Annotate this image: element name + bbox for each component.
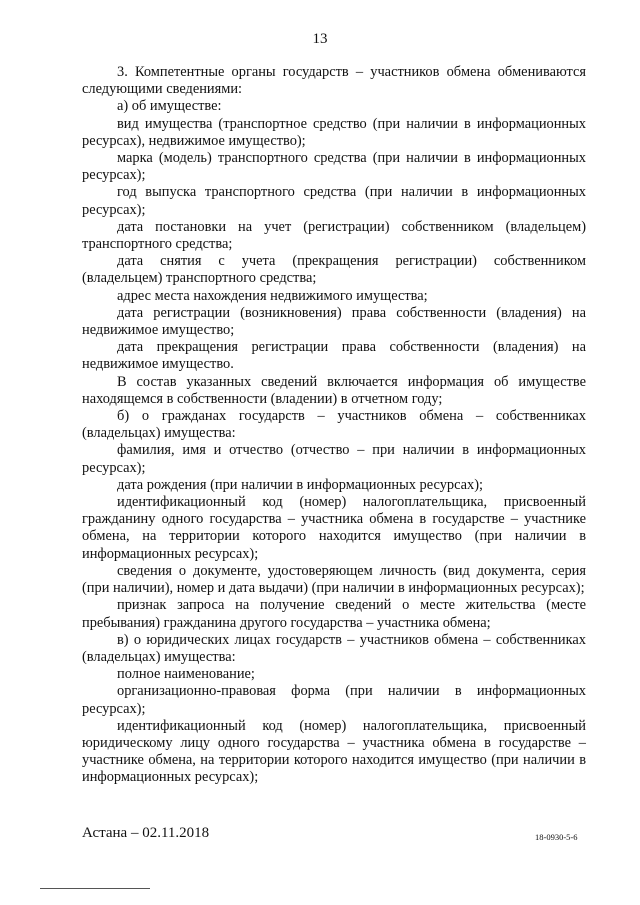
paragraph: дата снятия с учета (прекращения регистрации) собственником (владельцем) транспортного средства;	[82, 253, 586, 287]
bottom-divider	[40, 888, 150, 889]
paragraph: идентификационный код (номер) налогоплательщика, присвоенный гражданину одного государства – участника обмена в государстве – участнике обмена, на территории которого находится имущество (при наличии в информационных ресурсах);	[82, 494, 586, 562]
paragraph: дата постановки на учет (регистрации) собственником (владельцем) транспортного средства;	[82, 218, 586, 253]
paragraph: идентификационный код (номер) налогоплательщика, присвоенный юридическому лицу одного государства – участника обмена в государстве – участнике обмена, на территории которого находится имущество (при наличии в информационных ресурсах);	[82, 717, 586, 786]
paragraph: дата регистрации (возникновения) права собственности (владения) на недвижимое имущество;	[82, 304, 586, 339]
paragraph: признак запроса на получение сведений о месте жительства (месте пребывания) гражданина другого государства – участника обмена;	[82, 597, 586, 631]
paragraph: вид имущества (транспортное средство (при наличии в информационных ресурсах), недвижимое имущество);	[82, 115, 586, 149]
paragraph: полное наименование;	[117, 666, 255, 683]
footer-place-date: Астана – 02.11.2018	[82, 825, 210, 841]
page-number: 13	[312, 31, 328, 47]
paragraph: фамилия, имя и отчество (отчество – при наличии в информационных ресурсах);	[82, 442, 586, 476]
paragraph: б) о гражданах государств – участников обмена – собственниках (владельцах) имущества:	[82, 408, 586, 442]
paragraph: организационно-правовая форма (при наличии в информационных ресурсах);	[82, 683, 586, 717]
paragraph: а) об имуществе:	[117, 98, 222, 115]
paragraph: год выпуска транспортного средства (при наличии в информационных ресурсах);	[82, 184, 586, 218]
paragraph: дата рождения (при наличии в информационных ресурсах);	[117, 476, 484, 493]
paragraph: дата прекращения регистрации права собственности (владения) на недвижимое имущество.	[82, 339, 586, 373]
paragraph: адрес места нахождения недвижимого имущества;	[117, 287, 428, 304]
paragraph: в) о юридических лицах государств – участников обмена – собственниках (владельцах) имущества:	[82, 631, 586, 665]
document-body	[82, 64, 586, 787]
paragraph: 3. Компетентные органы государств – участников обмена обмениваются следующими сведениями:	[82, 64, 586, 98]
paragraph: сведения о документе, удостоверяющем личность (вид документа, серия (при наличии), номер и дата выдачи) (при наличии в информационных ресурсах);	[82, 562, 586, 597]
footer-document-code: 18-0930-5-6	[535, 832, 578, 842]
paragraph: марка (модель) транспортного средства (при наличии в информационных ресурсах);	[82, 150, 586, 184]
paragraph: В состав указанных сведений включается информация об имуществе находящемся в собственности (владении) в отчетном году;	[82, 373, 586, 407]
